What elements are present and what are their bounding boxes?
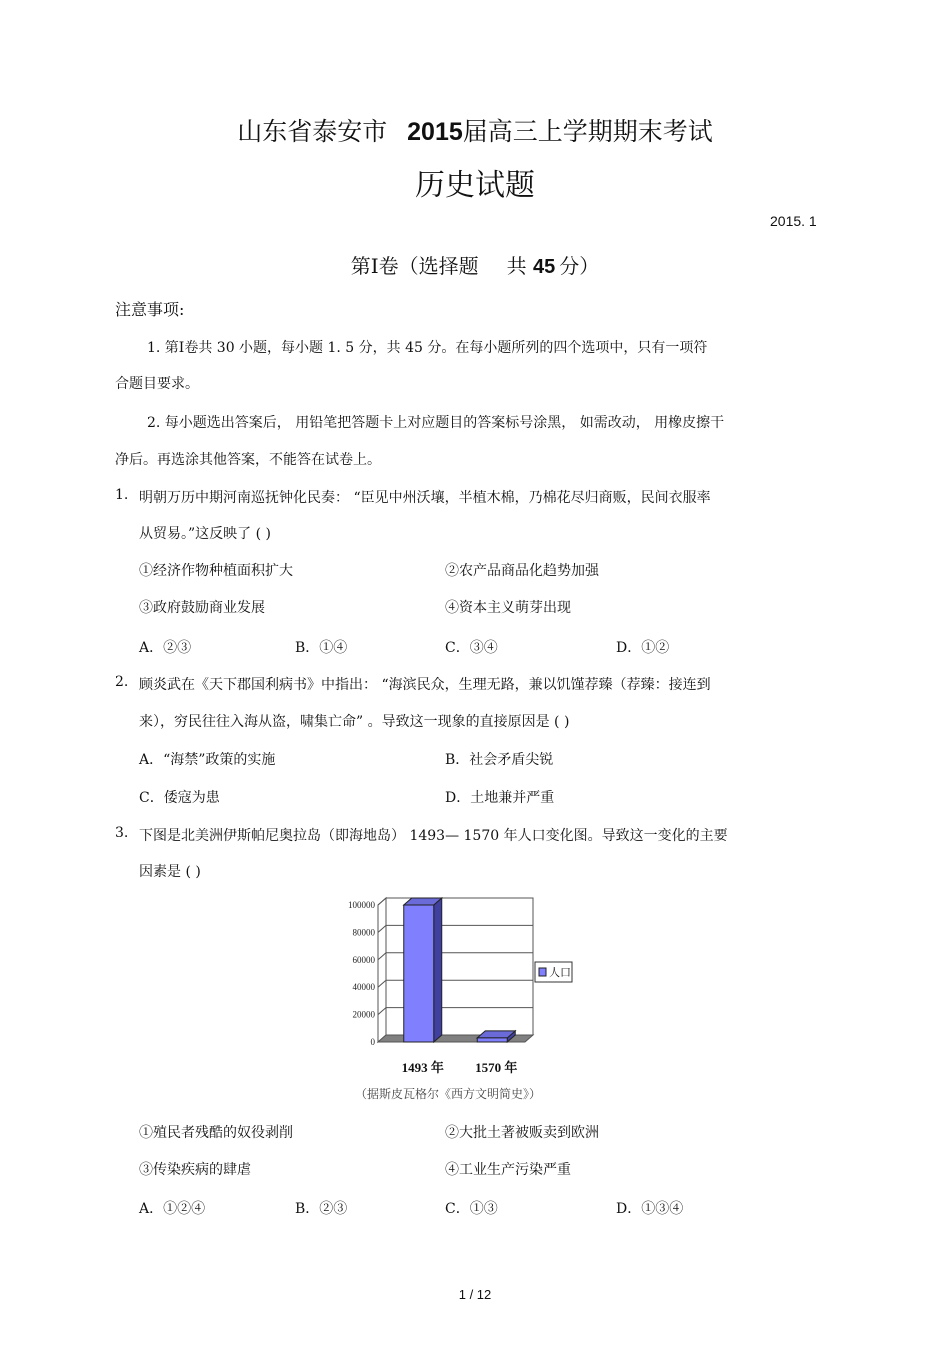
notice-item-1: 1. 第Ⅰ卷共 30 小题，每小题 1. 5 分，共 45 分。在每小题所列的四个选项中，只有一项符 [147, 340, 708, 356]
question-2-number: 2. [115, 674, 129, 690]
title-region: 山东省泰安市 [237, 117, 388, 146]
chart-legend-label: 人口 [549, 966, 571, 979]
question-1-choice-b[interactable]: B．①④ [295, 640, 348, 656]
chart-y-tick-label: 20000 [352, 1009, 375, 1020]
question-3-item-4: ④工业生产污染严重 [445, 1162, 571, 1178]
question-1-item-3: ③政府鼓励商业发展 [139, 600, 265, 616]
question-1-item-1: ①经济作物种植面积扩大 [139, 563, 293, 579]
question-2-stem: 顾炎武在《天下郡国利病书》中指出： “海滨民众，生理无路，兼以饥馑荐臻（荐臻：接连到 [139, 677, 711, 693]
population-chart [330, 890, 600, 1110]
question-1-stem: 明朝万历中期河南巡抚钟化民奏： “臣见中州沃壤，半植木棉，乃棉花尽归商贩，民间衣服率 [139, 490, 711, 506]
chart-source-caption: （据斯皮瓦格尔《西方文明简史》） [355, 1087, 542, 1101]
question-2-choice-c[interactable]: C．倭寇为患 [139, 790, 220, 806]
question-1-choice-a[interactable]: A．②③ [139, 640, 192, 656]
notice-item-2-cont: 净后。再选涂其他答案，不能答在试卷上。 [115, 452, 381, 468]
question-3-choice-a[interactable]: A．①②④ [139, 1201, 206, 1217]
notice-item-2: 2. 每小题选出答案后， 用铅笔把答题卡上对应题目的答案标号涂黑， 如需改动， 用橡皮擦干 [147, 415, 725, 431]
chart-x-tick-label: 1493 年 [401, 1060, 444, 1075]
question-2-choice-d[interactable]: D．土地兼并严重 [445, 790, 555, 806]
chart-y-tick-label: 80000 [352, 927, 375, 938]
subject-title: 历史试题 [415, 168, 535, 203]
question-3-choice-d[interactable]: D．①③④ [616, 1201, 684, 1217]
question-3-stem: 下图是北美洲伊斯帕尼奥拉岛（即海地岛） 1493— 1570 年人口变化图。导致这一变化的主要 [139, 828, 728, 844]
question-1-choice-c[interactable]: C．③④ [445, 640, 498, 656]
chart-y-tick-label: 100000 [348, 900, 375, 910]
chart-y-tick-label: 0 [370, 1037, 375, 1047]
question-1-item-2: ②农产品商品化趋势加强 [445, 563, 599, 579]
section-label: 第Ⅰ卷（选择题 [350, 254, 479, 278]
exam-date: 2015. 1 [770, 213, 817, 229]
question-3-item-3: ③传染疾病的肆虐 [139, 1162, 251, 1178]
title-year: 2015 [407, 118, 463, 146]
chart-bar-side [434, 898, 442, 1042]
question-2-stem-cont: 来），穷民往往入海从盗，啸集亡命” 。导致这一现象的直接原因是 ( ) [139, 714, 570, 730]
chart-bar [477, 1038, 507, 1042]
title-exam: 届高三上学期期末考试 [462, 117, 713, 146]
question-3-item-2: ②大批土著被贩卖到欧洲 [445, 1125, 599, 1141]
section-heading [0, 250, 950, 279]
section-score: 45 [533, 256, 556, 278]
notice-item-1-cont: 合题目要求。 [115, 376, 199, 392]
chart-x-tick-label: 1570 年 [475, 1060, 518, 1075]
notice-heading: 注意事项: [115, 300, 185, 319]
question-3-item-1: ①殖民者残酷的奴役剥削 [139, 1125, 293, 1141]
question-3-choice-c[interactable]: C．①③ [445, 1201, 498, 1217]
question-1-stem-cont: 从贸易。”这反映了 ( ) [139, 526, 271, 542]
question-3-number: 3. [115, 825, 129, 841]
page-number: 1 / 12 [458, 1287, 492, 1302]
chart-side-wall [378, 898, 386, 1042]
question-3-stem-cont: 因素是 ( ) [139, 864, 201, 880]
question-2-choice-a[interactable]: A．“海禁”政策的实施 [139, 752, 276, 768]
question-2-choice-b[interactable]: B．社会矛盾尖锐 [445, 752, 554, 768]
chart-legend-swatch [539, 968, 546, 976]
question-3-choice-b[interactable]: B．②③ [295, 1201, 348, 1217]
section-total: 共 [506, 254, 527, 278]
chart-y-tick-label: 60000 [352, 954, 375, 965]
question-1-item-4: ④资本主义萌芽出现 [445, 600, 571, 616]
exam-title [0, 112, 950, 148]
question-1-choice-d[interactable]: D．①② [616, 640, 670, 656]
section-unit: 分） [559, 254, 600, 278]
chart-y-tick-label: 40000 [352, 982, 375, 993]
chart-bar [404, 905, 434, 1042]
question-1-number: 1. [115, 487, 129, 503]
population-chart-svg [330, 890, 600, 1110]
